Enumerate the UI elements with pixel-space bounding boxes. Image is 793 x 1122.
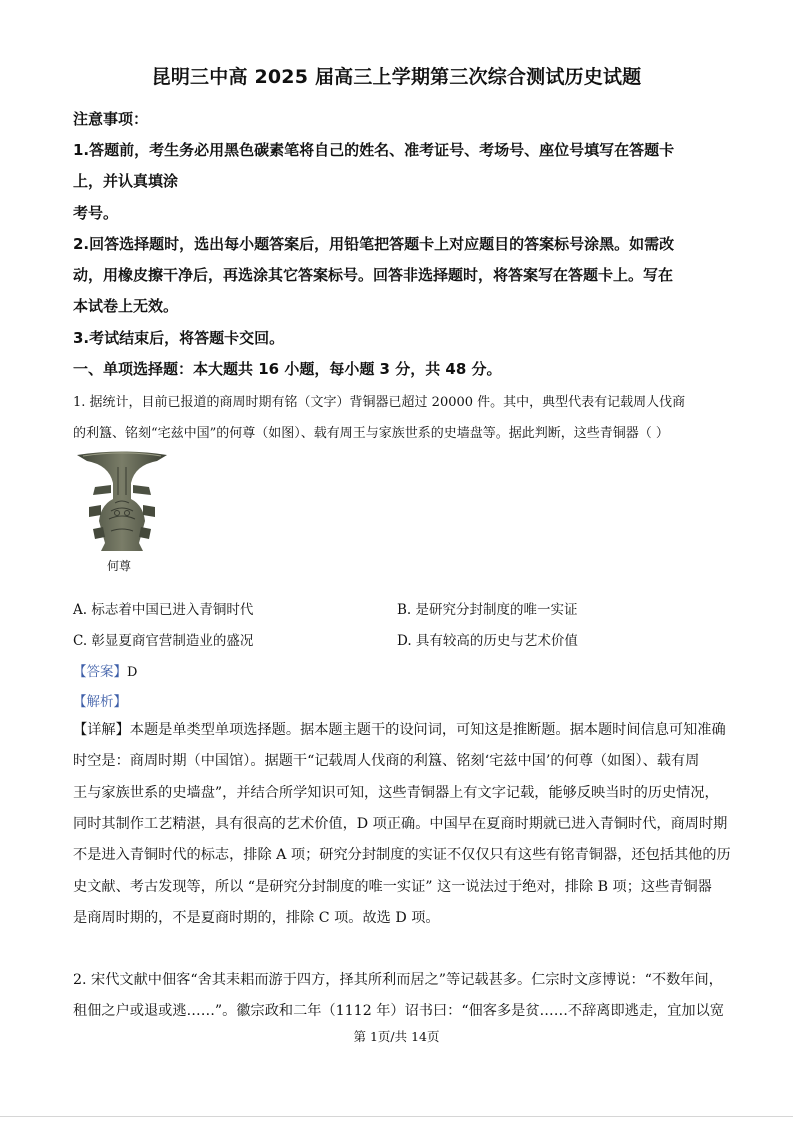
page-number: 第 1页/共 14页 xyxy=(353,1029,440,1044)
option-b: B. 是研究分封制度的唯一实证 xyxy=(397,602,578,618)
question-1-stem: 的利簋、铭刻“宅兹中国”的何尊（如图）、载有周王与家族世系的史墙盘等。据此判断，这些青铜器（ ） xyxy=(73,426,669,441)
notice-line: 1.答题前，考生务必用黑色碳素笔将自己的姓名、准考证号、考场号、座位号填写在答题卡 xyxy=(73,141,675,159)
notice-line: 考号。 xyxy=(73,204,119,222)
notice-line: 本试卷上无效。 xyxy=(73,297,179,315)
option-c: C. 彰显夏商官营制造业的盛况 xyxy=(73,633,254,649)
explanation-line: 王与家族世系的史墙盘”，并结合所学知识可知，这些青铜器上有文字记载，能够反映当时的历史情况， xyxy=(73,785,719,801)
explanation-line: 同时其制作工艺精湛，具有很高的艺术价值，D 项正确。中国早在夏商时期就已进入青铜时代，商周时期 xyxy=(73,816,728,832)
explanation-line: 不是进入青铜时代的标志，排除 A 项；研究分封制度的实证不仅仅只有这些有铭青铜器，还包括其他的历 xyxy=(73,847,731,863)
notice-line: 动，用橡皮擦干净后，再选涂其它答案标号。回答非选择题时，将答案写在答题卡上。写在 xyxy=(73,266,674,284)
page-bottom-rule xyxy=(0,1116,793,1117)
notice-heading: 注意事项： xyxy=(73,110,149,128)
he-zun-bronze-image xyxy=(73,447,171,555)
question-2-stem: 2. 宋代文献中佃客“舍其耒耜而游于四方，择其所利而居之”等记载甚多。仁宗时文彦博说：“不数年间， xyxy=(73,972,723,988)
question-1-stem: 1. 据统计，目前已报道的商周时期有铭（文字）背铜器已超过 20000 件。其中，典型代表有记载周人伐商 xyxy=(73,395,686,410)
notice-line: 2.回答选择题时，选出每小题答案后，用铅笔把答题卡上对应题目的答案标号涂黑。如需改 xyxy=(73,235,675,253)
answer-tag: 【答案】 xyxy=(73,664,127,680)
question-2-stem: 租佃之户或退或逃……”。徽宗政和二年（1112 年）诏书曰：“佃客多是贫……不辞离即逃走，宜加以宽 xyxy=(73,1003,724,1019)
answer-line xyxy=(73,660,137,680)
notice-line: 上，并认真填涂 xyxy=(73,172,179,190)
explanation-line: 是商周时期的，不是夏商时期的，排除 C 项。故选 D 项。 xyxy=(73,910,440,926)
answer-value: D xyxy=(127,665,138,680)
section-heading: 一、单项选择题：本大题共 16 小题，每小题 3 分，共 48 分。 xyxy=(73,360,502,378)
notice-line: 3.考试结束后，将答题卡交回。 xyxy=(73,329,285,347)
explanation-line: 时空是：商周时期（中国馆）。据题干“记载周人伐商的利簋、铭刻‘宅兹中国’的何尊（如图）、载有周 xyxy=(73,753,700,769)
explanation-line: 史文献、考古发现等，所以 “是研究分封制度的唯一实证” 这一说法过于绝对，排除 B 项；这些青铜器 xyxy=(73,879,712,895)
page-title: 昆明三中高 2025 届高三上学期第三次综合测试历史试题 xyxy=(151,66,642,88)
analysis-tag: 【解析】 xyxy=(73,694,127,710)
option-d: D. 具有较高的历史与艺术价值 xyxy=(397,633,578,649)
explanation-line: 【详解】本题是单类型单项选择题。据本题主题干的设问词，可知这是推断题。据本题时间信息可知准确 xyxy=(73,722,726,738)
figure-caption: 何尊 xyxy=(107,559,132,573)
option-a: A. 标志着中国已进入青铜时代 xyxy=(73,602,254,618)
